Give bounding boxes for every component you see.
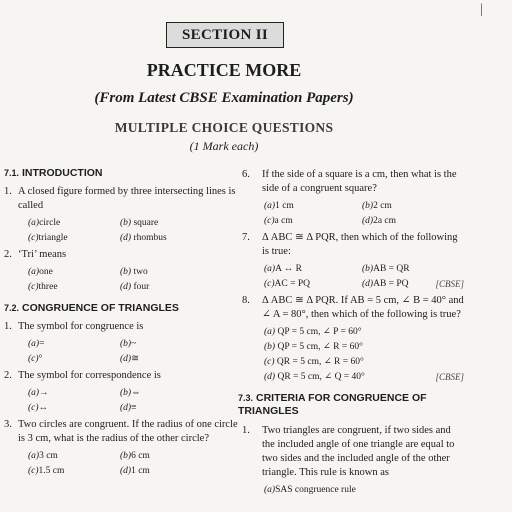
options — [28, 265, 238, 294]
option-b: (b) QP = 5 cm, ∠ R = 60° — [264, 342, 363, 352]
option-a: (a)→ — [28, 388, 49, 398]
options — [264, 262, 464, 291]
question-text: The symbol for congruence is — [18, 321, 144, 332]
question-number: 1. — [4, 186, 12, 197]
section-heading-introduction — [4, 167, 238, 179]
question-number: 2. — [4, 370, 12, 381]
marks-note: (1 Mark each) — [189, 139, 259, 153]
question — [4, 320, 238, 334]
question — [4, 418, 238, 446]
section-heading-congruence — [4, 302, 238, 314]
question-text: Δ ABC ≅ Δ PQR, then which of the following is true: — [262, 232, 458, 257]
option-b: (b)⇔ — [120, 388, 141, 398]
option-d: (d)AB = PQ [CBSE] — [362, 279, 464, 289]
page-title: PRACTICE MORE — [146, 60, 302, 80]
option-a: (a)A ↔ R — [264, 264, 303, 274]
cbse-tag: [CBSE] — [435, 279, 464, 289]
option-c: (c)↔ — [28, 403, 49, 413]
section-number: 7.3. — [238, 393, 254, 403]
question-number: 3. — [4, 419, 12, 430]
page-subtitle: (From Latest CBSE Examination Papers) — [94, 90, 354, 106]
question — [238, 231, 464, 259]
question — [238, 294, 464, 322]
options — [28, 449, 238, 478]
options — [28, 386, 238, 415]
option-a: (a) QP = 5 cm, ∠ P = 60° — [264, 327, 362, 337]
option-a: (a)1 cm — [264, 201, 294, 211]
question — [238, 424, 464, 480]
question-number: 1. — [4, 321, 12, 332]
option-c: (c)1.5 cm — [28, 466, 65, 476]
question-text: Two triangles are congruent, if two sides and the included angle of one triangle are equal to two sides and the included angle of the other triangle. This rule is known as — [262, 425, 455, 478]
question — [238, 168, 464, 196]
option-a: (a)3 cm — [28, 451, 58, 461]
section-title: CONGRUENCE OF TRIANGLES — [22, 302, 179, 314]
cbse-tag: [CBSE] — [435, 372, 464, 382]
question-number: 2. — [4, 249, 12, 260]
option-a: (a)circle — [28, 218, 61, 228]
question-number: 6. — [242, 169, 250, 180]
option-b: (b)2 cm — [362, 201, 392, 211]
option-d: (d)1 cm — [120, 466, 150, 476]
option-a: (a)one — [28, 267, 53, 277]
option-a: (a)= — [28, 339, 45, 349]
option-d: (d) rhombus — [120, 233, 167, 243]
option-d: (d)2a cm — [362, 216, 397, 226]
section-title: INTRODUCTION — [22, 167, 103, 179]
question — [4, 185, 238, 213]
question — [4, 369, 238, 383]
question-number: 8. — [242, 295, 250, 306]
question-number: 1. — [242, 425, 250, 436]
question-text: Δ ABC ≅ Δ PQR. If AB = 5 cm, ∠ B = 40° and ∠ A = 80°, then which of the following is true? — [262, 295, 464, 320]
option-c: (c) QR = 5 cm, ∠ R = 60° — [264, 357, 364, 367]
option-c: (c)° — [28, 354, 43, 364]
option-b: (b) square — [120, 218, 159, 228]
option-c: (c)AC = PQ — [264, 279, 310, 289]
question-text: If the side of a square is a cm, then what is the side of a congruent square? — [262, 169, 457, 194]
option-b: (b) two — [120, 267, 148, 277]
question-text: ‘Tri’ means — [18, 249, 67, 260]
question-number: 7. — [242, 232, 250, 243]
option-d: (d) QR = 5 cm, ∠ Q = 40° [CBSE] — [264, 372, 464, 382]
option-c: (c)triangle — [28, 233, 68, 243]
question-text: The symbol for correspondence is — [18, 370, 161, 381]
option-c: (c)a cm — [264, 216, 293, 226]
section-number: 7.1. — [4, 168, 20, 178]
mcq-heading: MULTIPLE CHOICE QUESTIONS — [114, 120, 334, 135]
option-b: (b)~ — [120, 339, 137, 349]
options — [28, 337, 238, 366]
options — [28, 216, 238, 245]
right-column — [238, 165, 464, 497]
section-title: CRITERIA FOR CONGRUENCE OF TRIANGLES — [238, 392, 427, 417]
option-b: (b)AB = QR — [362, 264, 410, 274]
page-edge-mark: | — [480, 2, 483, 17]
options — [264, 199, 464, 228]
section-number: 7.2. — [4, 303, 20, 313]
options — [264, 483, 464, 497]
option-d: (d) four — [120, 282, 150, 292]
left-column — [4, 165, 238, 478]
section-heading-criteria — [238, 392, 464, 418]
question-text: A closed figure formed by three intersecting lines is called — [18, 186, 236, 211]
option-d: (d)≅ — [120, 354, 140, 364]
option-c: (c)three — [28, 282, 58, 292]
option-d: (d)≡ — [120, 403, 137, 413]
option-b: (b)6 cm — [120, 451, 150, 461]
question-text: Two circles are congruent. If the radius of one circle is 3 cm, what is the radius of the other circle? — [18, 419, 238, 444]
section-label: SECTION II — [166, 22, 284, 48]
options — [264, 325, 464, 384]
option-a: (a)SAS congruence rule — [264, 485, 356, 495]
question — [4, 248, 238, 262]
